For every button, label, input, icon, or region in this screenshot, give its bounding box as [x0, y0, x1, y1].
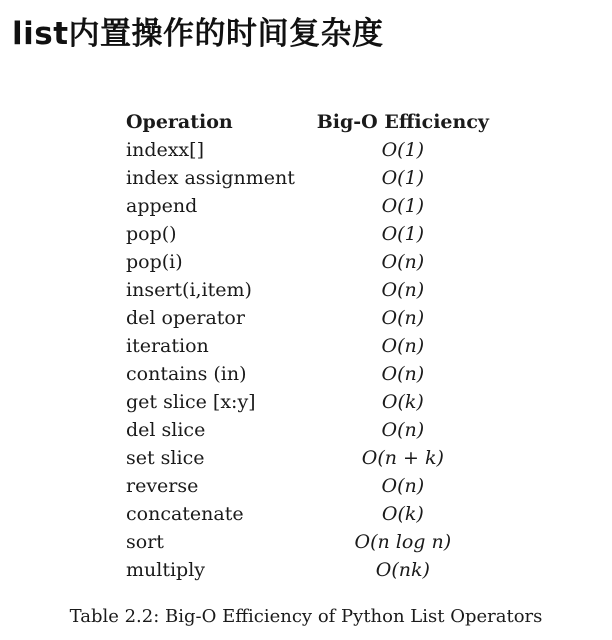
- table-row: [118, 220, 498, 248]
- operation-cell: insert(i,item): [126, 279, 252, 301]
- operation-cell: del operator: [126, 307, 245, 329]
- table-row: [118, 416, 498, 444]
- operation-cell: index assignment: [126, 167, 295, 189]
- table-row: [118, 444, 498, 472]
- efficiency-cell: O(n): [381, 251, 425, 273]
- operation-cell: set slice: [126, 447, 205, 469]
- operation-cell: append: [126, 195, 198, 217]
- efficiency-cell: O(n): [381, 307, 425, 329]
- operation-cell: contains (in): [126, 363, 247, 385]
- efficiency-cell: O(n log n): [354, 531, 452, 553]
- efficiency-cell: O(n): [381, 279, 425, 301]
- operation-cell: iteration: [126, 335, 209, 357]
- table-row: [118, 136, 498, 164]
- table-row: [118, 304, 498, 332]
- table-row: [118, 276, 498, 304]
- efficiency-cell: O(1): [381, 223, 425, 245]
- operation-cell: indexx[]: [126, 139, 204, 161]
- table-row: [118, 164, 498, 192]
- table-row: [118, 388, 498, 416]
- efficiency-cell: O(n): [381, 419, 425, 441]
- efficiency-cell: O(n): [381, 363, 425, 385]
- efficiency-cell: O(1): [381, 195, 425, 217]
- table-row: [118, 360, 498, 388]
- efficiency-cell: O(n + k): [361, 447, 444, 469]
- header-operation: Operation: [126, 111, 233, 133]
- operation-cell: del slice: [126, 419, 206, 441]
- operation-cell: sort: [126, 531, 164, 553]
- operation-cell: concatenate: [126, 503, 244, 525]
- table-body: [118, 136, 498, 584]
- header-efficiency: Big-O Efficiency: [316, 111, 489, 133]
- efficiency-cell: O(nk): [375, 559, 430, 581]
- efficiency-cell: O(1): [381, 167, 425, 189]
- operation-cell: multiply: [126, 559, 206, 581]
- operation-cell: pop(i): [126, 251, 183, 273]
- operation-cell: pop(): [126, 223, 177, 245]
- table-row: [118, 500, 498, 528]
- table-row: [118, 248, 498, 276]
- operation-cell: reverse: [126, 475, 199, 497]
- table-row: [118, 472, 498, 500]
- efficiency-cell: O(k): [381, 503, 424, 525]
- slide-title: list内置操作的时间复杂度: [12, 16, 384, 52]
- table-row: [118, 192, 498, 220]
- efficiency-cell: O(k): [381, 391, 424, 413]
- efficiency-cell: O(n): [381, 335, 425, 357]
- efficiency-cell: O(n): [381, 475, 425, 497]
- table-header-row: [118, 108, 498, 136]
- table-row: [118, 332, 498, 360]
- table-caption: Table 2.2: Big-O Efficiency of Python List Operators: [69, 606, 543, 627]
- table-row: [118, 528, 498, 556]
- table-row: [118, 556, 498, 584]
- operation-cell: get slice [x:y]: [126, 391, 256, 413]
- complexity-table: [118, 108, 498, 584]
- efficiency-cell: O(1): [381, 139, 425, 161]
